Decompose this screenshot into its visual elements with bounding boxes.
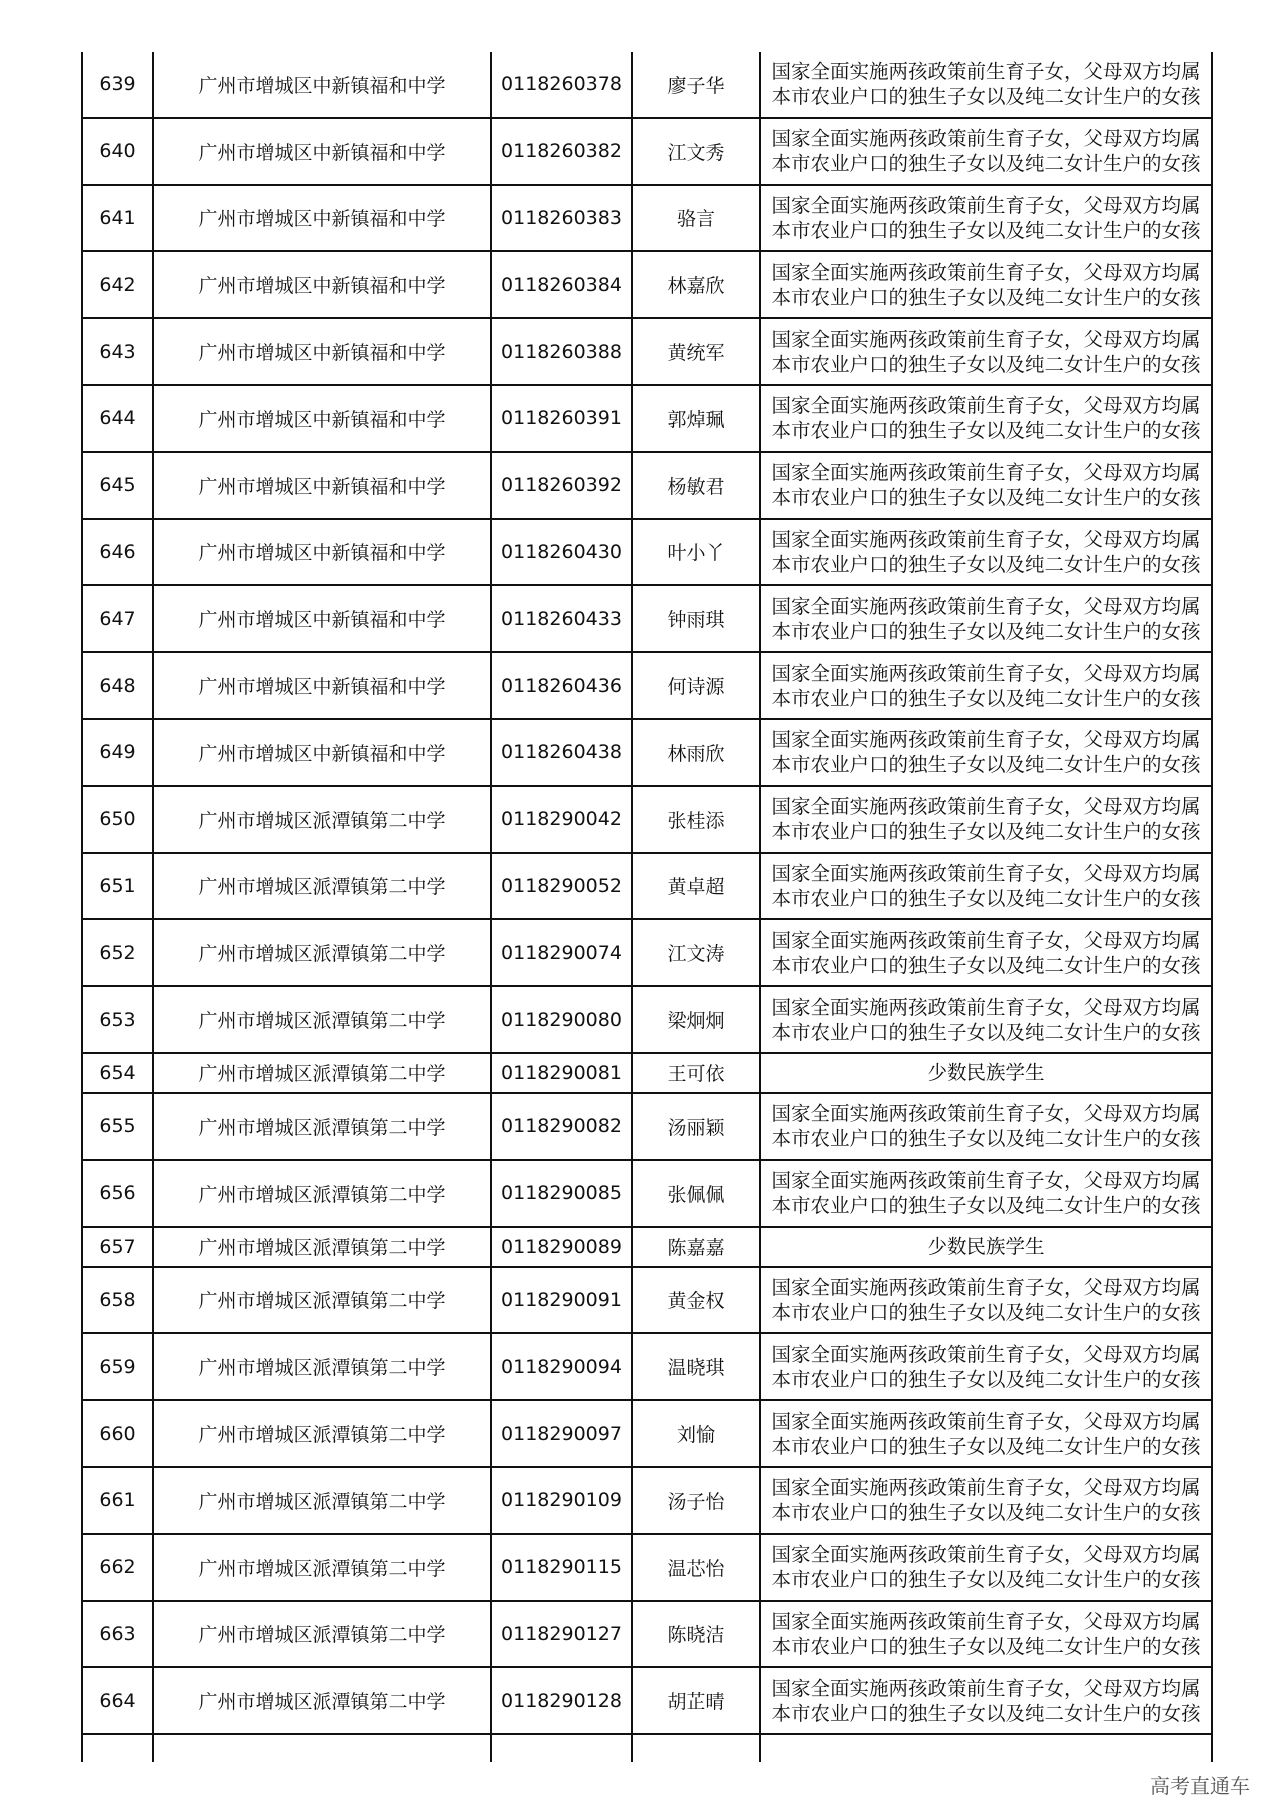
student-id: 0118290080 xyxy=(492,987,633,1052)
school-name: 广州市增城区中新镇福和中学 xyxy=(154,520,492,585)
category-line-1: 国家全面实施两孩政策前生育子女，父母双方均属 xyxy=(771,728,1201,752)
school-name: 广州市增城区派潭镇第二中学 xyxy=(154,920,492,985)
category-text xyxy=(761,653,1211,718)
school-name: 广州市增城区派潭镇第二中学 xyxy=(154,1334,492,1399)
student-name: 陈嘉嘉 xyxy=(633,1228,761,1266)
table-row xyxy=(83,1268,1211,1335)
category-line-2: 本市农业户口的独生子女以及纯二女计生户的女孩 xyxy=(771,753,1201,777)
category-text xyxy=(761,1268,1211,1333)
school-name: 广州市增城区派潭镇第二中学 xyxy=(154,854,492,919)
student-id: 0118290042 xyxy=(492,787,633,852)
category-text xyxy=(761,186,1211,251)
row-number: 643 xyxy=(83,319,154,384)
student-id: 0118260382 xyxy=(492,119,633,184)
table-row xyxy=(83,720,1211,787)
category-line-2: 本市农业户口的独生子女以及纯二女计生户的女孩 xyxy=(771,1634,1201,1658)
empty-cell xyxy=(633,1735,761,1762)
row-number: 646 xyxy=(83,520,154,585)
category-line-1: 国家全面实施两孩政策前生育子女，父母双方均属 xyxy=(771,928,1201,952)
category-line-1: 国家全面实施两孩政策前生育子女，父母双方均属 xyxy=(771,1609,1201,1633)
row-number: 639 xyxy=(83,52,154,117)
student-id: 0118260436 xyxy=(492,653,633,718)
table-row xyxy=(83,1161,1211,1228)
table-row xyxy=(83,1228,1211,1268)
row-number: 664 xyxy=(83,1668,154,1733)
category-text xyxy=(761,586,1211,651)
school-name: 广州市增城区中新镇福和中学 xyxy=(154,252,492,317)
school-name: 广州市增城区中新镇福和中学 xyxy=(154,453,492,518)
category-text xyxy=(761,854,1211,919)
student-name: 胡芷晴 xyxy=(633,1668,761,1733)
row-number: 659 xyxy=(83,1334,154,1399)
category-line-1: 国家全面实施两孩政策前生育子女，父母双方均属 xyxy=(771,461,1201,485)
category-line-2: 本市农业户口的独生子女以及纯二女计生户的女孩 xyxy=(771,552,1201,576)
table-row xyxy=(83,920,1211,987)
row-number: 651 xyxy=(83,854,154,919)
category-line-2: 本市农业户口的独生子女以及纯二女计生户的女孩 xyxy=(771,1194,1201,1218)
category-line-1: 国家全面实施两孩政策前生育子女，父母双方均属 xyxy=(771,1102,1201,1126)
student-name: 郭焯珮 xyxy=(633,386,761,451)
student-name: 温芯怡 xyxy=(633,1535,761,1600)
table-row xyxy=(83,586,1211,653)
row-number: 649 xyxy=(83,720,154,785)
table-row xyxy=(83,1094,1211,1161)
student-name: 江文秀 xyxy=(633,119,761,184)
student-name: 林嘉欣 xyxy=(633,252,761,317)
category-line-2: 本市农业户口的独生子女以及纯二女计生户的女孩 xyxy=(771,486,1201,510)
student-id: 0118260433 xyxy=(492,586,633,651)
category-line-2: 本市农业户口的独生子女以及纯二女计生户的女孩 xyxy=(771,1568,1201,1592)
category-line-1: 国家全面实施两孩政策前生育子女，父母双方均属 xyxy=(771,861,1201,885)
row-number: 658 xyxy=(83,1268,154,1333)
school-name: 广州市增城区中新镇福和中学 xyxy=(154,52,492,117)
student-name: 何诗源 xyxy=(633,653,761,718)
category-line-2: 本市农业户口的独生子女以及纯二女计生户的女孩 xyxy=(771,352,1201,376)
table-row xyxy=(83,1602,1211,1669)
category-text xyxy=(761,1668,1211,1733)
category-text xyxy=(761,119,1211,184)
category-line-1: 国家全面实施两孩政策前生育子女，父母双方均属 xyxy=(771,795,1201,819)
category-line-1: 国家全面实施两孩政策前生育子女，父母双方均属 xyxy=(771,327,1201,351)
student-id: 0118290128 xyxy=(492,1668,633,1733)
student-name: 黄金权 xyxy=(633,1268,761,1333)
school-name: 广州市增城区派潭镇第二中学 xyxy=(154,987,492,1052)
category-text xyxy=(761,1094,1211,1159)
category-line-2: 本市农业户口的独生子女以及纯二女计生户的女孩 xyxy=(771,1300,1201,1324)
row-number: 660 xyxy=(83,1401,154,1466)
category-text xyxy=(761,787,1211,852)
category-line-1: 国家全面实施两孩政策前生育子女，父母双方均属 xyxy=(771,1342,1201,1366)
student-id: 0118290097 xyxy=(492,1401,633,1466)
category-text xyxy=(761,1161,1211,1226)
student-table xyxy=(81,52,1213,1762)
category-line-2: 本市农业户口的独生子女以及纯二女计生户的女孩 xyxy=(771,953,1201,977)
student-id: 0118290094 xyxy=(492,1334,633,1399)
student-name: 王可依 xyxy=(633,1054,761,1092)
table-row xyxy=(83,1468,1211,1535)
row-number: 652 xyxy=(83,920,154,985)
table-row xyxy=(83,653,1211,720)
table-row-continued xyxy=(83,1735,1211,1762)
student-id: 0118290091 xyxy=(492,1268,633,1333)
table-row xyxy=(83,386,1211,453)
empty-cell xyxy=(761,1735,1211,1762)
table-row xyxy=(83,520,1211,587)
table-row xyxy=(83,52,1211,119)
category-text: 少数民族学生 xyxy=(927,1235,1045,1259)
school-name: 广州市增城区派潭镇第二中学 xyxy=(154,1602,492,1667)
row-number: 663 xyxy=(83,1602,154,1667)
category-text xyxy=(761,453,1211,518)
school-name: 广州市增城区中新镇福和中学 xyxy=(154,653,492,718)
student-id: 0118290089 xyxy=(492,1228,633,1266)
category-text xyxy=(761,52,1211,117)
category-text xyxy=(761,319,1211,384)
row-number: 647 xyxy=(83,586,154,651)
category-line-1: 国家全面实施两孩政策前生育子女，父母双方均属 xyxy=(771,1169,1201,1193)
row-number: 662 xyxy=(83,1535,154,1600)
row-number: 644 xyxy=(83,386,154,451)
row-number: 650 xyxy=(83,787,154,852)
category-text xyxy=(761,720,1211,785)
category-text xyxy=(761,1602,1211,1667)
student-id: 0118290052 xyxy=(492,854,633,919)
row-number: 661 xyxy=(83,1468,154,1533)
student-id: 0118260391 xyxy=(492,386,633,451)
category-line-1: 国家全面实施两孩政策前生育子女，父母双方均属 xyxy=(771,127,1201,151)
category-line-2: 本市农业户口的独生子女以及纯二女计生户的女孩 xyxy=(771,1434,1201,1458)
row-number: 648 xyxy=(83,653,154,718)
school-name: 广州市增城区派潭镇第二中学 xyxy=(154,1054,492,1092)
row-number: 655 xyxy=(83,1094,154,1159)
empty-cell xyxy=(154,1735,492,1762)
category-line-2: 本市农业户口的独生子女以及纯二女计生户的女孩 xyxy=(771,1127,1201,1151)
student-name: 温晓琪 xyxy=(633,1334,761,1399)
row-number: 654 xyxy=(83,1054,154,1092)
school-name: 广州市增城区中新镇福和中学 xyxy=(154,386,492,451)
category-text xyxy=(761,1535,1211,1600)
empty-cell xyxy=(492,1735,633,1762)
student-id: 0118290081 xyxy=(492,1054,633,1092)
category-line-2: 本市农业户口的独生子女以及纯二女计生户的女孩 xyxy=(771,686,1201,710)
category-line-1: 国家全面实施两孩政策前生育子女，父母双方均属 xyxy=(771,193,1201,217)
student-id: 0118260430 xyxy=(492,520,633,585)
category-line-2: 本市农业户口的独生子女以及纯二女计生户的女孩 xyxy=(771,85,1201,109)
student-id: 0118260384 xyxy=(492,252,633,317)
student-name: 林雨欣 xyxy=(633,720,761,785)
student-id: 0118260388 xyxy=(492,319,633,384)
category-text xyxy=(761,1334,1211,1399)
student-name: 陈晓洁 xyxy=(633,1602,761,1667)
category-text: 少数民族学生 xyxy=(927,1061,1045,1085)
school-name: 广州市增城区派潭镇第二中学 xyxy=(154,1535,492,1600)
category-line-2: 本市农业户口的独生子女以及纯二女计生户的女孩 xyxy=(771,218,1201,242)
category-line-1: 国家全面实施两孩政策前生育子女，父母双方均属 xyxy=(771,1409,1201,1433)
student-name: 骆言 xyxy=(633,186,761,251)
table-row xyxy=(83,252,1211,319)
school-name: 广州市增城区派潭镇第二中学 xyxy=(154,1668,492,1733)
student-name: 黄统军 xyxy=(633,319,761,384)
row-number: 656 xyxy=(83,1161,154,1226)
category-line-2: 本市农业户口的独生子女以及纯二女计生户的女孩 xyxy=(771,886,1201,910)
table-row xyxy=(83,186,1211,253)
row-number: 645 xyxy=(83,453,154,518)
student-id: 0118290074 xyxy=(492,920,633,985)
student-id: 0118260383 xyxy=(492,186,633,251)
student-id: 0118260438 xyxy=(492,720,633,785)
school-name: 广州市增城区中新镇福和中学 xyxy=(154,186,492,251)
school-name: 广州市增城区派潭镇第二中学 xyxy=(154,1161,492,1226)
school-name: 广州市增城区派潭镇第二中学 xyxy=(154,787,492,852)
table-row xyxy=(83,987,1211,1054)
student-name: 刘愉 xyxy=(633,1401,761,1466)
category-line-2: 本市农业户口的独生子女以及纯二女计生户的女孩 xyxy=(771,1020,1201,1044)
category-line-2: 本市农业户口的独生子女以及纯二女计生户的女孩 xyxy=(771,1501,1201,1525)
table-row xyxy=(83,1334,1211,1401)
school-name: 广州市增城区派潭镇第二中学 xyxy=(154,1468,492,1533)
category-line-1: 国家全面实施两孩政策前生育子女，父母双方均属 xyxy=(771,1275,1201,1299)
empty-cell xyxy=(83,1735,154,1762)
student-name: 汤丽颖 xyxy=(633,1094,761,1159)
category-line-1: 国家全面实施两孩政策前生育子女，父母双方均属 xyxy=(771,1543,1201,1567)
student-id: 0118290109 xyxy=(492,1468,633,1533)
table-row xyxy=(83,787,1211,854)
school-name: 广州市增城区派潭镇第二中学 xyxy=(154,1228,492,1266)
category-line-2: 本市农业户口的独生子女以及纯二女计生户的女孩 xyxy=(771,820,1201,844)
student-name: 张佩佩 xyxy=(633,1161,761,1226)
category-line-1: 国家全面实施两孩政策前生育子女，父母双方均属 xyxy=(771,1676,1201,1700)
category-line-1: 国家全面实施两孩政策前生育子女，父母双方均属 xyxy=(771,527,1201,551)
category-line-1: 国家全面实施两孩政策前生育子女，父母双方均属 xyxy=(771,394,1201,418)
school-name: 广州市增城区派潭镇第二中学 xyxy=(154,1094,492,1159)
student-id: 0118290082 xyxy=(492,1094,633,1159)
student-id: 0118290115 xyxy=(492,1535,633,1600)
category-line-1: 国家全面实施两孩政策前生育子女，父母双方均属 xyxy=(771,1476,1201,1500)
student-name: 黄卓超 xyxy=(633,854,761,919)
student-name: 叶小丫 xyxy=(633,520,761,585)
student-id: 0118260378 xyxy=(492,52,633,117)
table-row xyxy=(83,319,1211,386)
table-row xyxy=(83,1668,1211,1735)
category-line-1: 国家全面实施两孩政策前生育子女，父母双方均属 xyxy=(771,60,1201,84)
category-text xyxy=(761,1401,1211,1466)
category-line-2: 本市农业户口的独生子女以及纯二女计生户的女孩 xyxy=(771,285,1201,309)
row-number: 653 xyxy=(83,987,154,1052)
category-line-2: 本市农业户口的独生子女以及纯二女计生户的女孩 xyxy=(771,419,1201,443)
student-id: 0118260392 xyxy=(492,453,633,518)
table-row xyxy=(83,1054,1211,1094)
student-name: 钟雨琪 xyxy=(633,586,761,651)
category-text xyxy=(761,252,1211,317)
table-row xyxy=(83,854,1211,921)
school-name: 广州市增城区派潭镇第二中学 xyxy=(154,1268,492,1333)
category-line-1: 国家全面实施两孩政策前生育子女，父母双方均属 xyxy=(771,995,1201,1019)
row-number: 640 xyxy=(83,119,154,184)
category-line-2: 本市农业户口的独生子女以及纯二女计生户的女孩 xyxy=(771,1367,1201,1391)
school-name: 广州市增城区中新镇福和中学 xyxy=(154,319,492,384)
category-line-2: 本市农业户口的独生子女以及纯二女计生户的女孩 xyxy=(771,152,1201,176)
table-row xyxy=(83,1401,1211,1468)
student-id: 0118290085 xyxy=(492,1161,633,1226)
category-text xyxy=(761,386,1211,451)
table-row xyxy=(83,119,1211,186)
table-row xyxy=(83,453,1211,520)
table-row xyxy=(83,1535,1211,1602)
student-id: 0118290127 xyxy=(492,1602,633,1667)
student-name: 汤子怡 xyxy=(633,1468,761,1533)
student-name: 张桂添 xyxy=(633,787,761,852)
category-line-1: 国家全面实施两孩政策前生育子女，父母双方均属 xyxy=(771,594,1201,618)
category-text xyxy=(761,987,1211,1052)
category-line-2: 本市农业户口的独生子女以及纯二女计生户的女孩 xyxy=(771,619,1201,643)
student-name: 江文涛 xyxy=(633,920,761,985)
category-text xyxy=(761,920,1211,985)
category-line-1: 国家全面实施两孩政策前生育子女，父母双方均属 xyxy=(771,661,1201,685)
category-line-2: 本市农业户口的独生子女以及纯二女计生户的女孩 xyxy=(771,1701,1201,1725)
category-text xyxy=(761,1468,1211,1533)
school-name: 广州市增城区中新镇福和中学 xyxy=(154,586,492,651)
school-name: 广州市增城区中新镇福和中学 xyxy=(154,119,492,184)
row-number: 642 xyxy=(83,252,154,317)
watermark: 高考直通车 xyxy=(1150,1774,1250,1798)
row-number: 657 xyxy=(83,1228,154,1266)
category-line-1: 国家全面实施两孩政策前生育子女，父母双方均属 xyxy=(771,260,1201,284)
row-number: 641 xyxy=(83,186,154,251)
category-text xyxy=(761,520,1211,585)
school-name: 广州市增城区中新镇福和中学 xyxy=(154,720,492,785)
student-name: 杨敏君 xyxy=(633,453,761,518)
student-name: 梁炯炯 xyxy=(633,987,761,1052)
school-name: 广州市增城区派潭镇第二中学 xyxy=(154,1401,492,1466)
student-name: 廖子华 xyxy=(633,52,761,117)
